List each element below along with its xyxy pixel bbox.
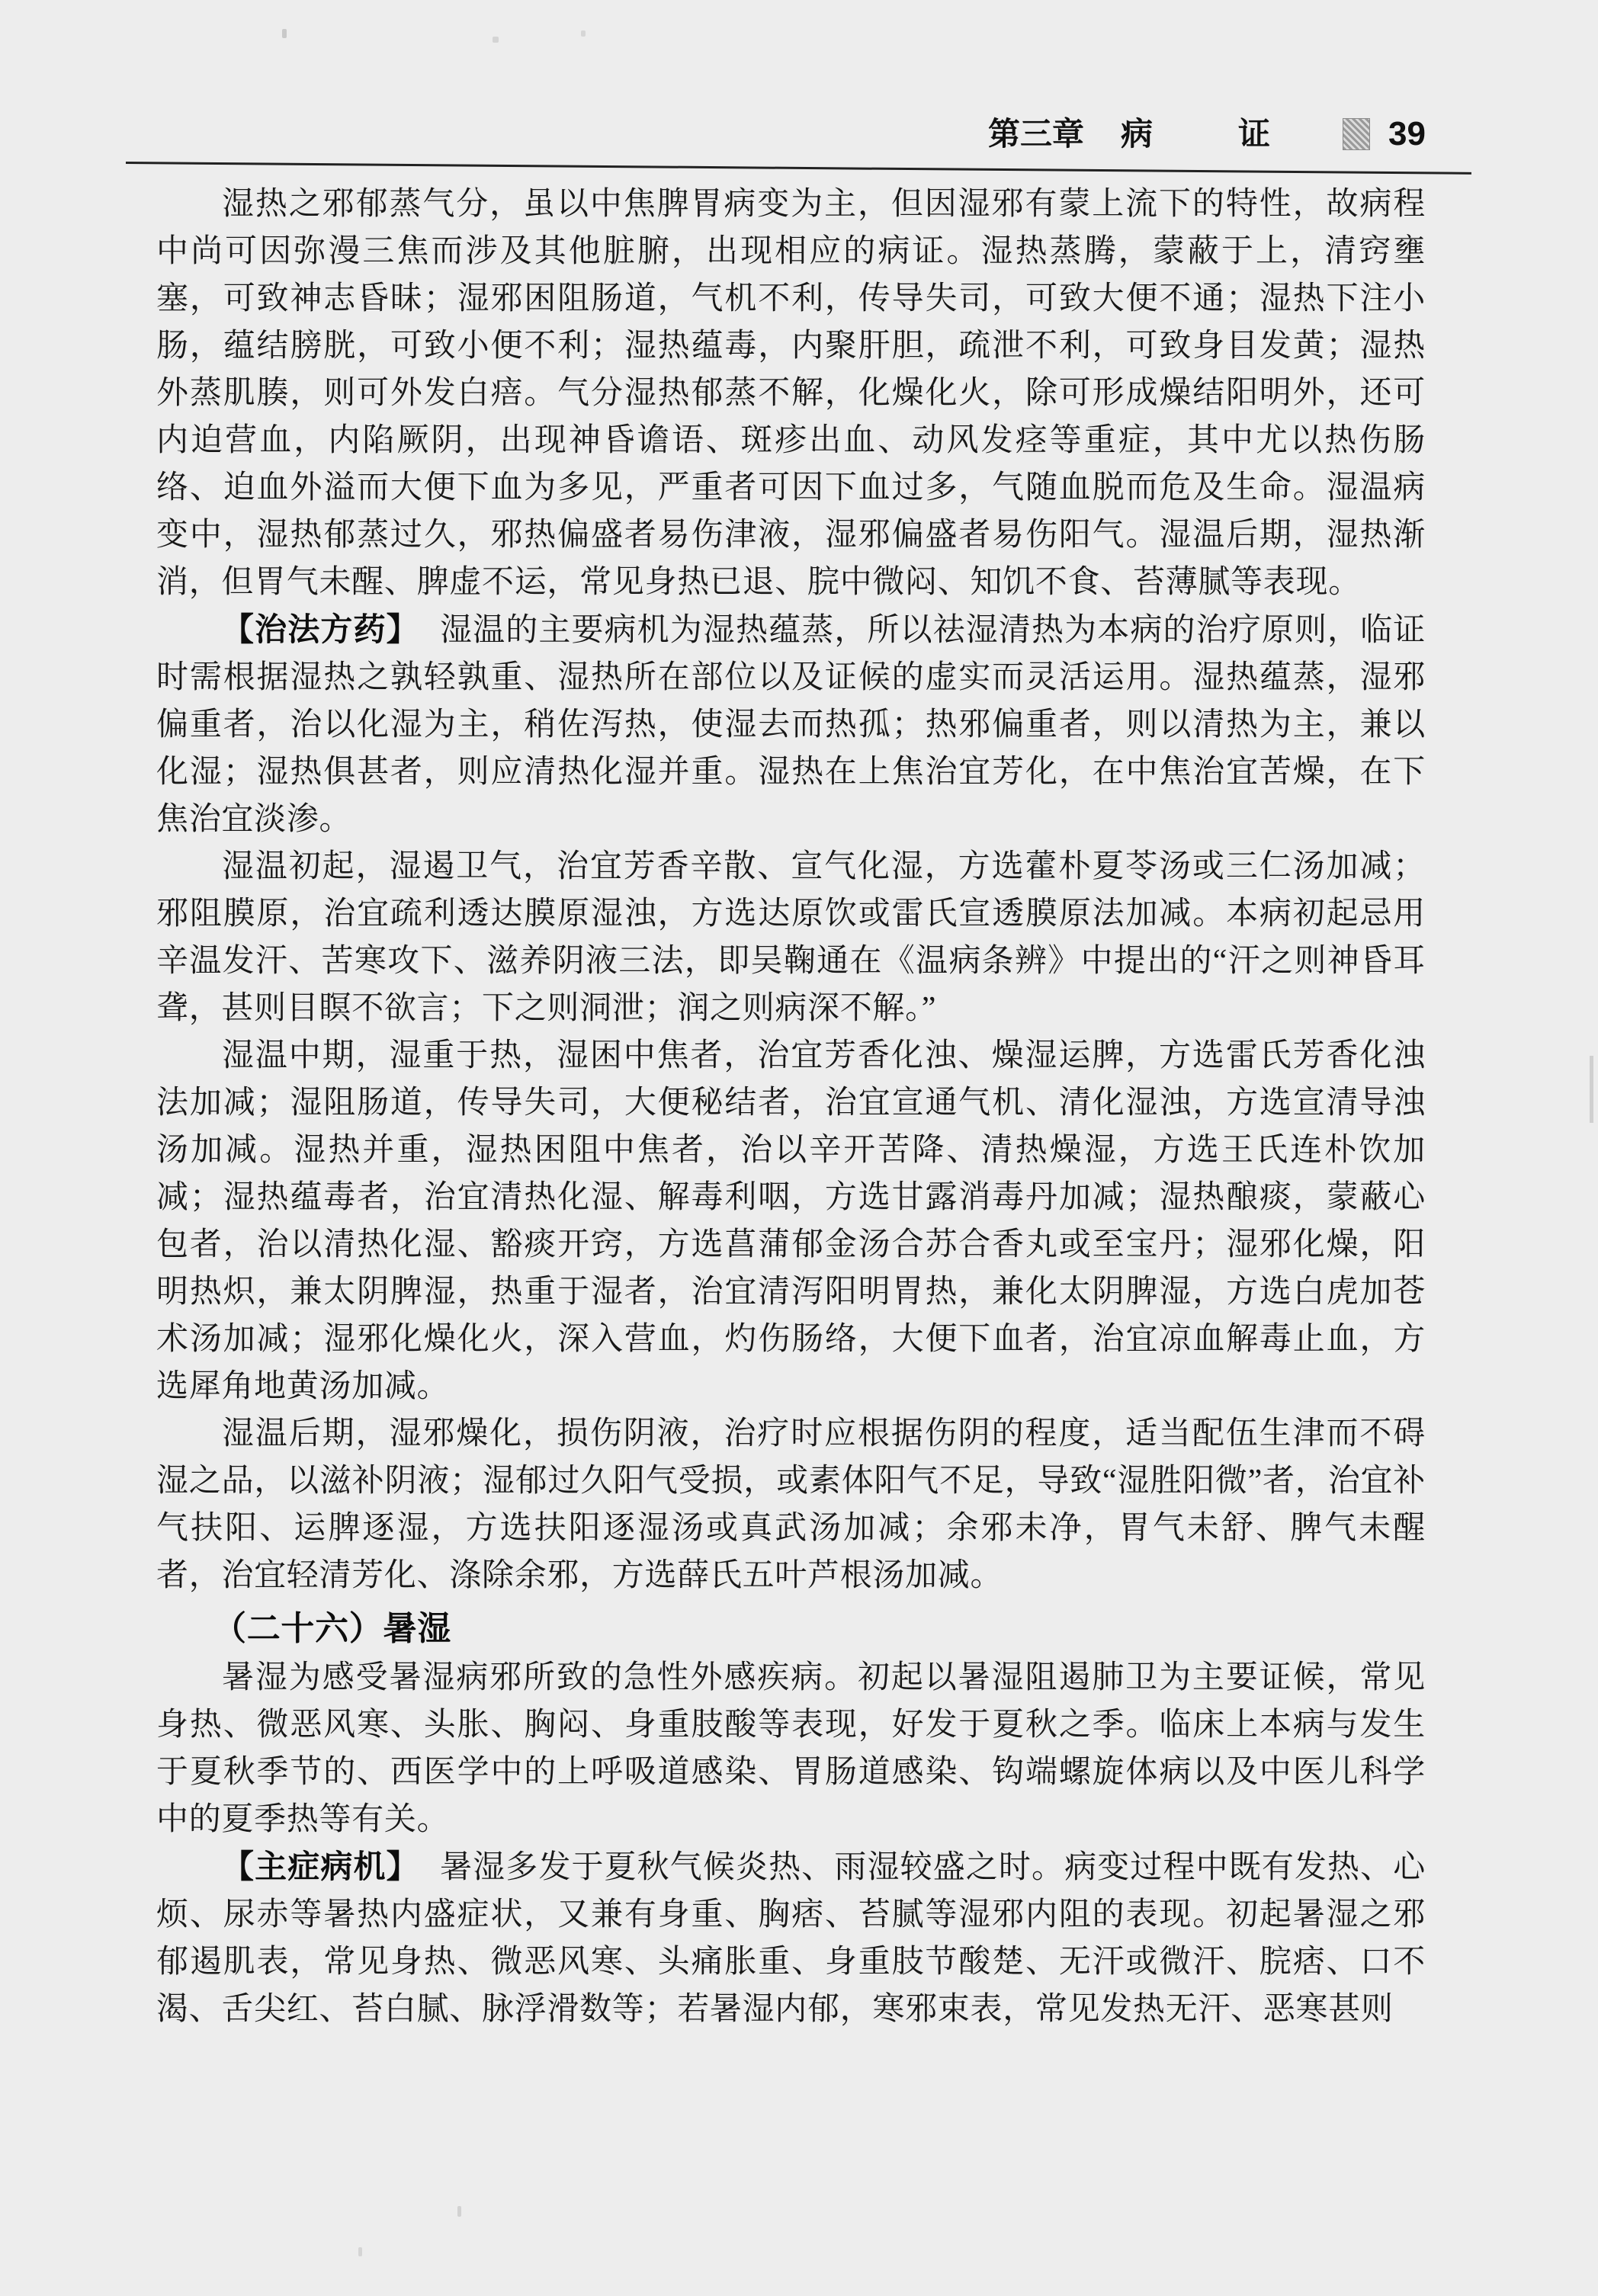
- paragraph-shushi-overview: [156, 1654, 1426, 1843]
- scan-speck: [581, 30, 586, 37]
- paragraph-middle-stage: [156, 1032, 1426, 1410]
- scan-speck: [457, 2206, 461, 2217]
- page-body: [156, 181, 1426, 2033]
- paragraph-text: 湿温后期，湿邪燥化，损伤阴液，治疗时应根据伤阴的程度，适当配伍生津而不碍湿之品，以滋补阴液；湿郁过久阳气受损，或素体阳气不足，导致“湿胜阳微”者，治宜补气扶阳、运脾逐湿，方选扶阳逐湿汤或真武汤加减；余邪未净，胃气未舒、脾气未醒者，治宜轻清芳化、涤除余邪，方选薛氏五叶芦根汤加减。: [156, 1416, 1426, 1593]
- paragraph-text: 暑湿多发于夏秋气候炎热、雨湿较盛之时。病变过程中既有发热、心烦、尿赤等暑热内盛症状，又兼有身重、胸痞、苔腻等湿邪内阻的表现。初起暑湿之邪郁遏肌表，常见身热、微恶风寒、头痛胀重、身重肢节酸楚、无汗或微汗、脘痞、口不渴、舌尖红、苔白腻、脉浮滑数等；若暑湿内郁，寒邪束表，常见发热无汗、恶寒甚则: [156, 1850, 1426, 2027]
- paragraph-text: 湿温中期，湿重于热，湿困中焦者，治宜芳香化浊、燥湿运脾，方选雷氏芳香化浊法加减；湿阻肠道，传导失司，大便秘结者，治宜宣通气机、清化湿浊，方选宣清导浊汤加减。湿热并重，湿热困阻中焦者，治以辛开苦降、清热燥湿，方选王氏连朴饮加减；湿热蕴毒者，治宜清热化湿、解毒利咽，方选甘露消毒丹加减；湿热酿痰，蒙蔽心包者，治以清热化湿、豁痰开窍，方选菖蒲郁金汤合苏合香丸或至宝丹；湿邪化燥，阳明热炽，兼太阴脾湿，热重于湿者，治宜清泻阳明胃热，兼化太阴脾湿，方选白虎加苍术汤加减；湿邪化燥化火，深入营血，灼伤肠络，大便下血者，治宜凉血解毒止血，方选犀角地黄汤加减。: [156, 1038, 1426, 1404]
- scan-speck: [493, 37, 499, 43]
- section-title-char-1: 病: [1121, 116, 1154, 152]
- paragraph-text: 暑湿为感受暑湿病邪所致的急性外感疾病。初起以暑湿阻遏肺卫为主要证候，常见身热、微恶风寒、头胀、胸闷、身重肢酸等表现，好发于夏秋之季。临床上本病与发生于夏秋季节的、西医学中的上呼吸道感染、胃肠道感染、钩端螺旋体病以及中医儿科学中的夏季热等有关。: [156, 1660, 1426, 1837]
- paragraph-main-symptoms: [156, 1843, 1426, 2033]
- paragraph-text: 湿温初起，湿遏卫气，治宜芳香辛散、宣气化湿，方选藿朴夏苓汤或三仁汤加减；邪阻膜原，治宜疏利透达膜原湿浊，方选达原饮或雷氏宣透膜原法加减。本病初起忌用辛温发汗、苦寒攻下、滋养阴液三法，即吴鞠通在《温病条辨》中提出的“汗之则神昏耳聋，甚则目瞑不欲言；下之则洞泄；润之则病深不解。”: [156, 849, 1426, 1026]
- paragraph-damp-heat-qifen: [156, 181, 1426, 606]
- section-title-char-2: 证: [1238, 116, 1271, 152]
- scan-edge-streak: [1590, 1056, 1593, 1123]
- page-content: [156, 114, 1426, 2033]
- section-label-zhuzheng-bingji: 【主症病机】: [222, 1849, 419, 1884]
- scan-speck: [358, 2247, 362, 2256]
- paragraph-early-stage: [156, 843, 1426, 1032]
- paragraph-text: 湿热之邪郁蒸气分，虽以中焦脾胃病变为主，但因湿邪有蒙上流下的特性，故病程中尚可因弥漫三焦而涉及其他脏腑，出现相应的病证。湿热蒸腾，蒙蔽于上，清窍壅塞，可致神志昏昧；湿邪困阻肠道，气机不利，传导失司，可致大便不通；湿热下注小肠，蕴结膀胱，可致小便不利；湿热蕴毒，内聚肝胆，疏泄不利，可致身目发黄；湿热外蒸肌腠，则可外发白㾦。气分湿热郁蒸不解，化燥化火，除可形成燥结阳明外，还可内迫营血，内陷厥阴，出现神昏谵语、斑疹出血、动风发痉等重症，其中尤以热伤肠络、迫血外溢而大便下血为多见，严重者可因下血过多，气随血脱而危及生命。湿温病变中，湿热郁蒸过久，邪热偏盛者易伤津液，湿邪偏盛者易伤阳气。湿温后期，湿热渐消，但胃气未醒、脾虚不运，常见身热已退、脘中微闷、知饥不食、苔薄腻等表现。: [156, 187, 1426, 600]
- running-header: [156, 114, 1426, 154]
- header-divider: [126, 162, 1471, 175]
- section-label-zhifa-fangyao: 【治法方药】: [222, 611, 419, 647]
- paragraph-late-stage: [156, 1410, 1426, 1599]
- page-number: 39: [1388, 115, 1426, 152]
- heading-shushi: （二十六）暑湿: [213, 1610, 451, 1647]
- scan-speck: [282, 29, 287, 38]
- paragraph-treatment-methods: [156, 606, 1426, 843]
- chapter-label: 第三章: [988, 116, 1085, 152]
- paragraph-text: 湿温的主要病机为湿热蕴蒸，所以祛湿清热为本病的治疗原则，临证时需根据湿热之孰轻孰重、湿热所在部位以及证候的虚实而灵活运用。湿热蕴蒸，湿邪偏重者，治以化湿为主，稍佐泻热，使湿去而热孤；热邪偏重者，则以清热为主，兼以化湿；湿热俱甚者，则应清热化湿并重。湿热在上焦治宜芳化，在中焦治宜苦燥，在下焦治宜淡渗。: [156, 613, 1426, 837]
- halftone-square-icon: [1343, 118, 1370, 150]
